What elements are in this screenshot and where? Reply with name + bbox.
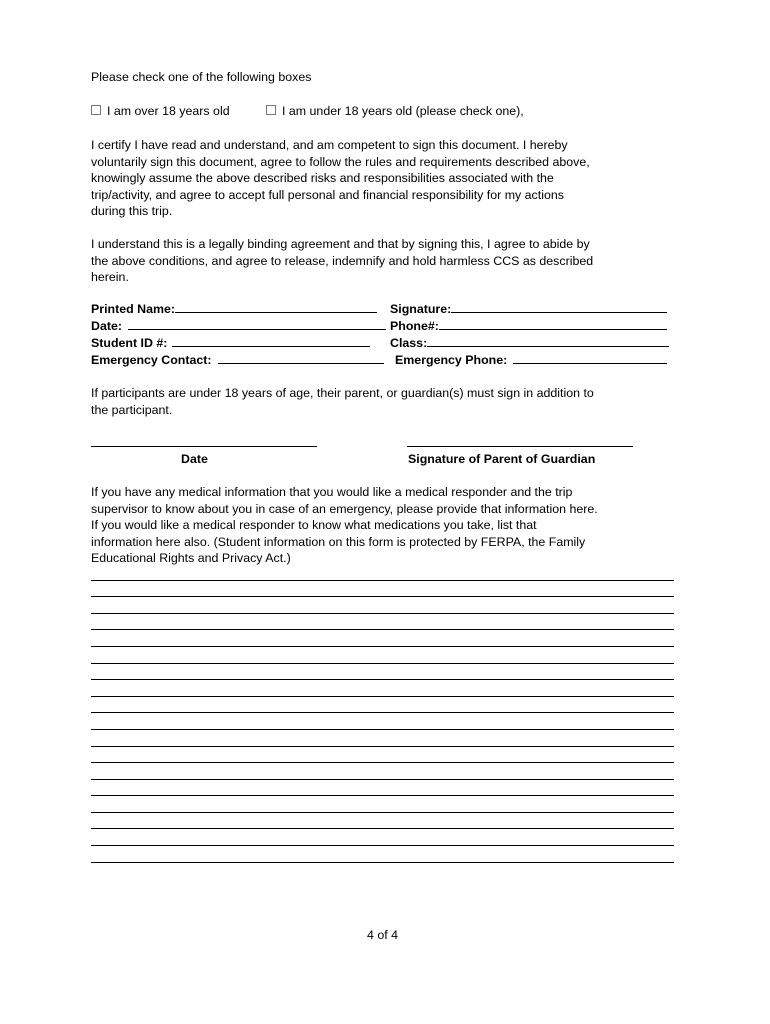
- medical-info-line: supervisor to know about you in case of an emergency, please provide that information here.: [91, 501, 598, 516]
- binding-line: the above conditions, and agree to release, indemnify and hold harmless CCS as described: [91, 253, 594, 268]
- medical-info-write-line[interactable]: [91, 862, 674, 863]
- medical-info-write-line[interactable]: [91, 812, 674, 813]
- emergency-contact-label: Emergency Contact:: [91, 353, 212, 367]
- medical-info-write-line[interactable]: [91, 696, 674, 697]
- date-field[interactable]: [91, 319, 386, 333]
- guardian-signature-line[interactable]: [407, 446, 633, 447]
- medical-info-write-line[interactable]: [91, 580, 674, 581]
- certification-line: trip/activity, and agree to accept full personal and financial responsibility for my actions: [91, 187, 564, 202]
- emergency-phone-label: Emergency Phone:: [395, 353, 508, 367]
- medical-info-write-line[interactable]: [91, 746, 674, 747]
- certification-line: during this trip.: [91, 204, 173, 219]
- phone-line[interactable]: [439, 319, 667, 330]
- date-label: Date:: [91, 319, 122, 333]
- age-option-over-18-label: I am over 18 years old: [107, 104, 230, 118]
- printed-name-label: Printed Name:: [91, 302, 175, 316]
- checkbox-over-18[interactable]: [91, 105, 101, 115]
- certification-line: I certify I have read and understand, and am competent to sign this document. I hereby: [91, 138, 568, 152]
- class-field[interactable]: [390, 336, 669, 350]
- check-instruction: Please check one of the following boxes: [91, 70, 312, 84]
- student-id-line[interactable]: [172, 336, 370, 347]
- certification-line: knowingly assume the above described risks and responsibilities associated with the: [91, 171, 554, 186]
- minor-notice-line: the participant.: [91, 402, 173, 417]
- certification-paragraph: [91, 137, 681, 220]
- medical-info-write-line[interactable]: [91, 679, 674, 680]
- guardian-signature-label: Signature of Parent of Guardian: [408, 452, 596, 466]
- phone-field[interactable]: [390, 319, 667, 333]
- signature-line[interactable]: [451, 302, 667, 313]
- medical-info-write-line[interactable]: [91, 779, 674, 780]
- medical-info-write-line[interactable]: [91, 613, 674, 614]
- guardian-date-line[interactable]: [91, 446, 317, 447]
- medical-info-write-line[interactable]: [91, 596, 674, 597]
- phone-label: Phone#:: [390, 319, 439, 333]
- minor-notice-line: If participants are under 18 years of age, their parent, or guardian(s) must sign in addition to: [91, 386, 594, 400]
- medical-info-write-line[interactable]: [91, 646, 674, 647]
- certification-line: voluntarily sign this document, agree to follow the rules and requirements described above,: [91, 154, 590, 169]
- medical-info-write-line[interactable]: [91, 828, 674, 829]
- emergency-phone-line[interactable]: [513, 353, 667, 364]
- binding-line: herein.: [91, 270, 129, 285]
- medical-info-write-line[interactable]: [91, 712, 674, 713]
- emergency-contact-line[interactable]: [218, 353, 384, 364]
- date-line[interactable]: [128, 319, 386, 330]
- printed-name-line[interactable]: [175, 302, 377, 313]
- medical-info-write-line[interactable]: [91, 629, 674, 630]
- binding-line: I understand this is a legally binding agreement and that by signing this, I agree to abide by: [91, 237, 590, 251]
- student-id-field[interactable]: [91, 336, 370, 350]
- medical-info-line: Educational Rights and Privacy Act.): [91, 551, 291, 566]
- student-id-label: Student ID #:: [91, 336, 168, 350]
- guardian-date-label: Date: [181, 452, 208, 466]
- page-number: 4 of 4: [367, 928, 399, 942]
- medical-info-line: If you would like a medical responder to know what medications you take, list that: [91, 518, 537, 533]
- signature-label: Signature:: [390, 302, 452, 316]
- checkbox-under-18[interactable]: [266, 105, 276, 115]
- age-option-under-18-label: I am under 18 years old (please check one),: [282, 104, 524, 118]
- emergency-contact-field[interactable]: [91, 353, 384, 367]
- medical-info-line: If you have any medical information that you would like a medical responder and the trip: [91, 485, 573, 499]
- class-label: Class:: [390, 336, 428, 350]
- emergency-phone-field[interactable]: [395, 353, 667, 367]
- class-line[interactable]: [427, 336, 669, 347]
- medical-info-write-line[interactable]: [91, 729, 674, 730]
- medical-info-write-line[interactable]: [91, 762, 674, 763]
- age-option-under-18[interactable]: [266, 104, 524, 118]
- medical-info-write-line[interactable]: [91, 845, 674, 846]
- medical-info-write-line[interactable]: [91, 663, 674, 664]
- binding-agreement-paragraph: [91, 236, 681, 286]
- printed-name-field[interactable]: [91, 302, 377, 316]
- medical-info-write-line[interactable]: [91, 795, 674, 796]
- medical-info-paragraph: [91, 484, 681, 567]
- minor-notice-paragraph: [91, 385, 681, 418]
- medical-info-line: information here also. (Student information on this form is protected by FERPA, the Family: [91, 534, 586, 549]
- signature-field[interactable]: [390, 302, 667, 316]
- age-option-over-18[interactable]: [91, 104, 230, 118]
